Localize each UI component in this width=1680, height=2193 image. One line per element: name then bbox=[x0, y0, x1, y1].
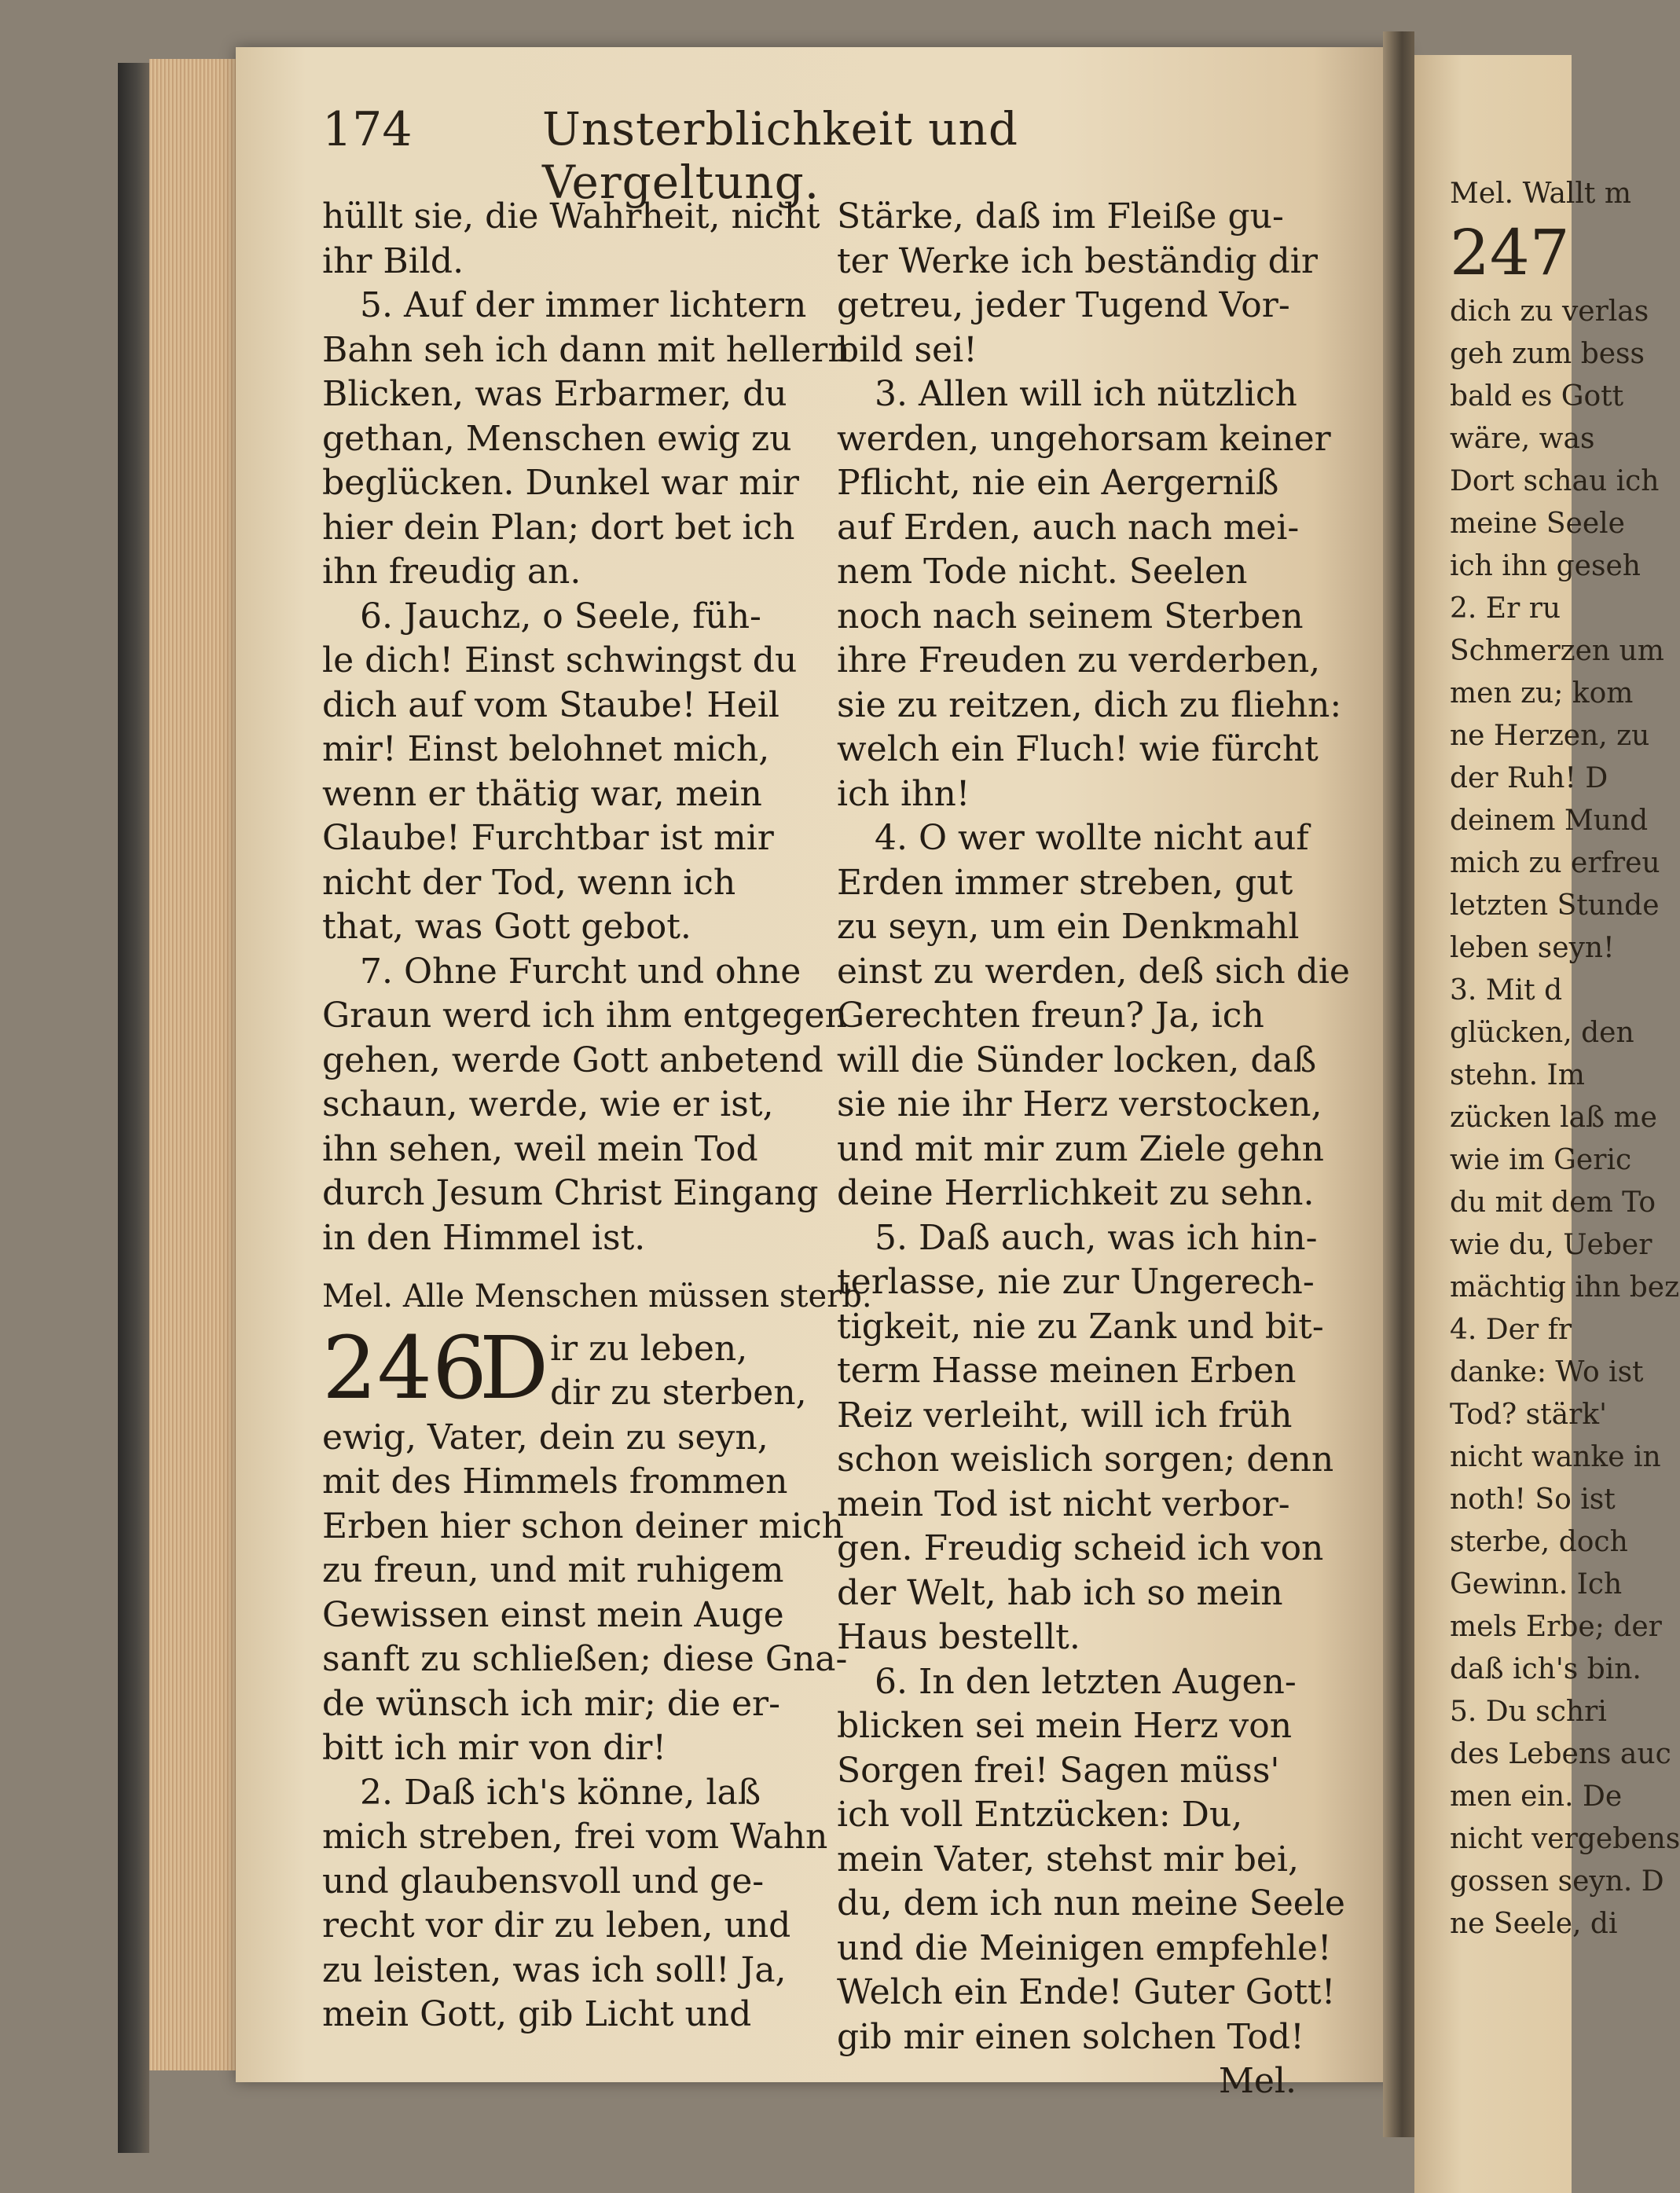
running-head bbox=[322, 102, 1281, 209]
text-line: dir zu sterben, bbox=[550, 1372, 807, 1413]
text-line: sanft zu schließen; diese Gna- bbox=[322, 1639, 848, 1679]
text-line: hüllt sie, die Wahrheit, nicht bbox=[322, 196, 820, 237]
text-line: Graun werd ich ihm entgegen bbox=[322, 996, 847, 1036]
text-line: ne Herzen, zu bbox=[1450, 720, 1650, 752]
text-line: werden, ungehorsam keiner bbox=[837, 418, 1331, 459]
text-line: beglücken. Dunkel war mir bbox=[322, 463, 799, 503]
book-cover-edge bbox=[118, 63, 149, 2153]
melody-line: Mel. Wallt m bbox=[1450, 178, 1631, 210]
text-line: bild sei! bbox=[837, 329, 978, 370]
text-line: des Lebens auc bbox=[1450, 1738, 1671, 1770]
text-line: mein Vater, stehst mir bei, bbox=[837, 1839, 1299, 1879]
text-line: wie du, Ueber bbox=[1450, 1229, 1652, 1261]
text-line: und mit mir zum Ziele gehn bbox=[837, 1128, 1324, 1169]
text-line: danke: Wo ist bbox=[1450, 1356, 1644, 1388]
text-line: gethan, Menschen ewig zu bbox=[322, 418, 792, 459]
text-line: dich auf vom Staube! Heil bbox=[322, 684, 779, 725]
text-line: tigkeit, nie zu Zank und bit- bbox=[837, 1306, 1324, 1347]
text-line: Erben hier schon deiner mich bbox=[322, 1505, 844, 1546]
text-line: 7. Ohne Furcht und ohne bbox=[360, 951, 801, 992]
text-line: ir zu leben, bbox=[550, 1328, 748, 1369]
text-line: getreu, jeder Tugend Vor- bbox=[837, 285, 1290, 325]
text-line: der Welt, hab ich so mein bbox=[837, 1572, 1283, 1613]
text-line: men ein. De bbox=[1450, 1780, 1623, 1813]
text-line: hier dein Plan; dort bet ich bbox=[322, 507, 795, 548]
text-line: Blicken, was Erbarmer, du bbox=[322, 374, 787, 414]
text-line: welch ein Fluch! wie fürcht bbox=[837, 729, 1319, 769]
text-line: Welch ein Ende! Guter Gott! bbox=[837, 1972, 1336, 2012]
text-line: 4. Der fr bbox=[1450, 1314, 1572, 1346]
text-line: geh zum bess bbox=[1450, 338, 1645, 370]
text-line: mein Gott, gib Licht und bbox=[322, 1994, 752, 2034]
text-line: wie im Geric bbox=[1450, 1144, 1632, 1176]
text-line: meine Seele bbox=[1450, 508, 1625, 540]
text-line: stehn. Im bbox=[1450, 1059, 1585, 1091]
text-line: Bahn seh ich dann mit hellern bbox=[322, 329, 850, 370]
text-line: nicht der Tod, wenn ich bbox=[322, 862, 736, 903]
text-line: zu leisten, was ich soll! Ja, bbox=[322, 1949, 787, 1990]
text-line: 4. O wer wollte nicht auf bbox=[875, 818, 1309, 858]
text-line: mächtig ihn bez bbox=[1450, 1271, 1680, 1304]
text-line: ewig, Vater, dein zu seyn, bbox=[322, 1417, 768, 1458]
text-line: zücken laß me bbox=[1450, 1102, 1657, 1134]
text-line: sterbe, doch bbox=[1450, 1526, 1628, 1558]
text-line: ne Seele, di bbox=[1450, 1908, 1618, 1940]
text-line: wenn er thätig war, mein bbox=[322, 773, 762, 814]
text-line: zu freun, und mit ruhigem bbox=[322, 1550, 784, 1590]
text-line: noth! So ist bbox=[1450, 1483, 1616, 1516]
text-line: nicht vergebens bbox=[1450, 1823, 1680, 1855]
text-line: bitt ich mir von dir! bbox=[322, 1728, 667, 1768]
text-line: in den Himmel ist. bbox=[322, 1217, 646, 1258]
text-line: ich voll Entzücken: Du, bbox=[837, 1795, 1243, 1835]
text-line: einst zu werden, deß sich die bbox=[837, 951, 1350, 992]
text-line: ihre Freuden zu verderben, bbox=[837, 640, 1321, 680]
text-line: Gewinn. Ich bbox=[1450, 1568, 1623, 1601]
text-line: Haus bestellt. bbox=[837, 1617, 1080, 1657]
text-line: 2. Er ru bbox=[1450, 592, 1561, 625]
text-line: 3. Mit d bbox=[1450, 974, 1563, 1007]
text-line: blicken sei mein Herz von bbox=[837, 1706, 1293, 1746]
text-line: du, dem ich nun meine Seele bbox=[837, 1883, 1345, 1923]
text-line: schon weislich sorgen; denn bbox=[837, 1439, 1334, 1480]
text-line: 5. Auf der immer lichtern bbox=[360, 285, 807, 325]
text-line: 6. In den letzten Augen- bbox=[875, 1661, 1297, 1702]
page-number: 174 bbox=[322, 102, 413, 157]
text-line: du mit dem To bbox=[1450, 1186, 1656, 1219]
text-line: letzten Stunde bbox=[1450, 889, 1660, 922]
text-line: nicht wanke in bbox=[1450, 1441, 1661, 1473]
text-line: mit des Himmels frommen bbox=[322, 1461, 788, 1502]
text-line: und die Meinigen empfehle! bbox=[837, 1927, 1332, 1968]
text-line: dich zu verlas bbox=[1450, 295, 1649, 328]
text-line: deinem Mund bbox=[1450, 805, 1649, 837]
text-line: Pflicht, nie ein Aergerniß bbox=[837, 463, 1279, 503]
text-line: sie nie ihr Herz verstocken, bbox=[837, 1084, 1322, 1124]
text-line: ich ihn geseh bbox=[1450, 550, 1641, 582]
text-line: glücken, den bbox=[1450, 1017, 1634, 1049]
text-line: mels Erbe; der bbox=[1450, 1611, 1662, 1643]
text-line: gehen, werde Gott anbetend bbox=[322, 1040, 823, 1080]
text-line: ihn sehen, weil mein Tod bbox=[322, 1128, 758, 1169]
text-line: der Ruh! D bbox=[1450, 762, 1608, 794]
text-line: 6. Jauchz, o Seele, füh- bbox=[360, 596, 761, 636]
text-line: 2. Daß ich's könne, laß bbox=[360, 1772, 761, 1813]
text-line: gib mir einen solchen Tod! bbox=[837, 2016, 1304, 2057]
text-line: de wünsch ich mir; die er- bbox=[322, 1683, 780, 1724]
text-line: Erden immer streben, gut bbox=[837, 862, 1293, 903]
text-line: that, was Gott gebot. bbox=[322, 907, 691, 947]
text-line: 5. Du schri bbox=[1450, 1696, 1607, 1728]
text-line: auf Erden, auch nach mei- bbox=[837, 507, 1300, 548]
text-line: will die Sünder locken, daß bbox=[837, 1040, 1317, 1080]
text-line: Glaube! Furchtbar ist mir bbox=[322, 818, 774, 858]
next-page-fragment bbox=[1450, 173, 1680, 1945]
text-line: 3. Allen will ich nützlich bbox=[875, 374, 1297, 414]
text-line: schaun, werde, wie er ist, bbox=[322, 1084, 774, 1124]
text-line: men zu; kom bbox=[1450, 677, 1634, 710]
text-line: Reiz verleiht, will ich früh bbox=[837, 1395, 1293, 1436]
text-line: ter Werke ich beständig dir bbox=[837, 240, 1318, 281]
hymn-number: 246 bbox=[322, 1317, 487, 1418]
text-line: terlasse, nie zur Ungerech- bbox=[837, 1262, 1315, 1302]
melody-line: Mel. Alle Menschen müssen sterb. bbox=[322, 1278, 872, 1315]
text-line: recht vor dir zu leben, und bbox=[322, 1905, 791, 1945]
hymn-number: 247 bbox=[1450, 216, 1570, 289]
text-line: Gerechten freun? Ja, ich bbox=[837, 996, 1264, 1036]
text-line: Dort schau ich bbox=[1450, 465, 1660, 497]
text-line: Schmerzen um bbox=[1450, 635, 1664, 667]
text-line: nem Tode nicht. Seelen bbox=[837, 552, 1248, 592]
text-line: le dich! Einst schwingst du bbox=[322, 640, 798, 680]
text-line: 5. Daß auch, was ich hin- bbox=[875, 1217, 1318, 1258]
text-line: noch nach seinem Sterben bbox=[837, 596, 1304, 636]
drop-cap: D bbox=[479, 1317, 549, 1418]
text-line: mich zu erfreu bbox=[1450, 847, 1660, 879]
text-line: zu seyn, um ein Denkmahl bbox=[837, 907, 1300, 947]
book-gutter bbox=[1383, 31, 1414, 2137]
page-title: Unsterblichkeit und Vergeltung. bbox=[542, 102, 1019, 209]
text-line: durch Jesum Christ Eingang bbox=[322, 1173, 819, 1213]
catchword: Mel. bbox=[1218, 2061, 1297, 2101]
hymn-246-opening bbox=[322, 1317, 809, 1418]
text-line: gen. Freudig scheid ich von bbox=[837, 1528, 1324, 1568]
text-line: Gewissen einst mein Auge bbox=[322, 1594, 784, 1635]
text-line: ihr Bild. bbox=[322, 240, 464, 281]
right-column bbox=[837, 195, 1350, 2104]
text-line: gossen seyn. D bbox=[1450, 1865, 1664, 1898]
text-line: mein Tod ist nicht verbor- bbox=[837, 1483, 1290, 1524]
text-line: Sorgen frei! Sagen müss' bbox=[837, 1750, 1280, 1791]
text-line: mir! Einst belohnet mich, bbox=[322, 729, 770, 769]
text-line: sie zu reitzen, dich zu fliehn: bbox=[837, 684, 1342, 725]
text-line: mich streben, frei vom Wahn bbox=[322, 1817, 828, 1857]
text-line: wäre, was bbox=[1450, 423, 1595, 455]
text-line: term Hasse meinen Erben bbox=[837, 1351, 1297, 1391]
text-line: Tod? stärk' bbox=[1450, 1399, 1608, 1431]
text-line: ihn freudig an. bbox=[322, 552, 581, 592]
text-line: Stärke, daß im Fleiße gu- bbox=[837, 196, 1284, 237]
text-line: deine Herrlichkeit zu sehn. bbox=[837, 1173, 1315, 1213]
left-column bbox=[322, 195, 872, 2037]
text-line: leben seyn! bbox=[1450, 932, 1615, 964]
text-line: und glaubensvoll und ge- bbox=[322, 1861, 765, 1901]
text-line: ich ihn! bbox=[837, 773, 970, 814]
text-line: bald es Gott bbox=[1450, 380, 1624, 413]
text-line: daß ich's bin. bbox=[1450, 1653, 1641, 1685]
